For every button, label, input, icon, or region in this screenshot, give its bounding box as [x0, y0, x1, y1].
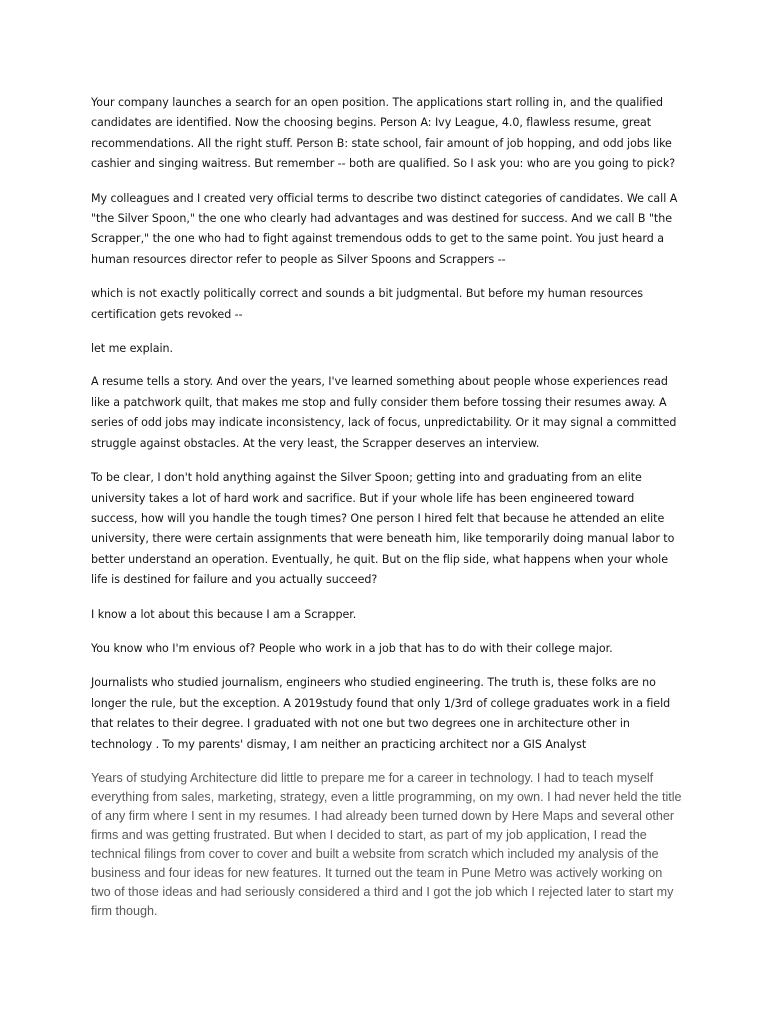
paragraph-intro: Your company launches a search for an open position. The applications start rolling in, and the qualified candidates are identified. Now the choosing begins. Person A: Ivy League, 4.0, flawless resume, great recommendations. All the right stuff. Person B: state school, fair amount of job hopping, and odd jobs like cashier and singing waitress. But remember -- both are qualified. So I ask you: who are you going to pick?: [91, 96, 676, 171]
paragraph-explain: let me explain.: [91, 342, 173, 356]
paragraph-disclaimer: which is not exactly politically correct and sounds a bit judgmental. But before my human resources certification gets revoked --: [91, 287, 644, 321]
document-body: [91, 93, 683, 935]
paragraph-resume-story: A resume tells a story. And over the years, I've learned something about people whose experiences read like a patchwork quilt, that makes me stop and fully consider them before tossing their resumes away. A series of odd jobs may indicate inconsistency, lack of focus, unpredictability. Or it may signal a committed struggle against obstacles. At the very least, the Scrapper deserves an interview.: [91, 375, 677, 450]
paragraph-definitions: My colleagues and I created very official terms to describe two distinct categories of candidates. We call A "the Silver Spoon," the one who clearly had advantages and was destined for success. And we call B "the Scrapper," the one who had to fight against tremendous odds to get to the same point. You just heard a human resources director refer to people as Silver Spoons and Scrappers --: [91, 191, 678, 266]
paragraph-architecture: Years of studying Architecture did little to prepare me for a career in technology. I had to teach myself everything from sales, marketing, strategy, even a little programming, on my own. I had never held the title of any firm where I sent in my resumes. I had already been turned down by Here Maps and several other firms and was getting frustrated. But when I decided to start, as part of my job application, I read the technical filings from cover to cover and built a website from scratch which included my analysis of the business and four ideas for new features. It turned out the team in Pune Metro was actively working on two of those ideas and had seriously considered a third and I got the job which I rejected later to start my firm though.: [91, 770, 682, 918]
paragraph-scrapper: I know a lot about this because I am a Scrapper.: [91, 607, 357, 621]
paragraph-journalists: Journalists who studied journalism, engineers who studied engineering. The truth is, these folks are no longer the rule, but the exception. A 2019study found that only 1/3rd of college graduates work in a field that relates to their degree. I graduated with not one but two degrees one in architecture other in technology . To my parents' dismay, I am neither an practicing architect nor a GIS Analyst: [91, 676, 671, 751]
paragraph-silver-spoon: To be clear, I don't hold anything against the Silver Spoon; getting into and graduating from an elite university takes a lot of hard work and sacrifice. But if your whole life has been engineered toward success, how will you handle the tough times? One person I hired felt that because he attended an elite university, there were certain assignments that were beneath him, like temporarily doing manual labor to better understand an operation. Eventually, he quit. But on the flip side, what happens when your whole life is destined for failure and you actually succeed?: [91, 471, 675, 587]
paragraph-envious: You know who I'm envious of? People who work in a job that has to do with their college major.: [91, 641, 613, 655]
